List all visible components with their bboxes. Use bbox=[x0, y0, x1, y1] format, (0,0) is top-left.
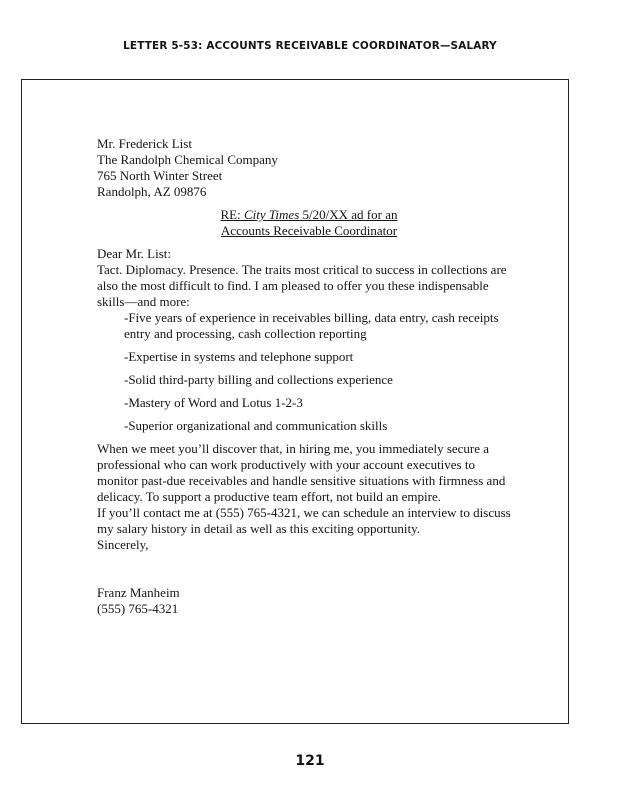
skill-item: -Mastery of Word and Lotus 1-2-3 bbox=[124, 395, 303, 410]
signature-space bbox=[97, 553, 517, 585]
page-number: 121 bbox=[295, 753, 325, 769]
re-publication: City Times bbox=[244, 207, 300, 222]
salutation: Dear Mr. List: bbox=[97, 246, 172, 261]
sign-off: Sincerely, bbox=[97, 537, 149, 552]
recipient-company: The Randolph Chemical Company bbox=[97, 152, 278, 167]
signer-name: Franz Manheim bbox=[97, 585, 180, 600]
body-paragraph: When we meet you’ll discover that, in hiring me, you immediately secure a professional who can work productively with your account executives to monitor past-due receivables and handle sensitive situations with firmness and delicacy. To support a productive team effort, not build an empire. bbox=[97, 441, 506, 504]
skill-item: -Solid third-party billing and collections experience bbox=[124, 372, 393, 387]
recipient-city: Randolph, AZ 09876 bbox=[97, 184, 207, 199]
skill-item: -Five years of experience in receivables billing, data entry, cash receipts entry and processing, cash collection reporting bbox=[124, 310, 499, 341]
re-prefix: RE: bbox=[220, 207, 244, 222]
skill-item: -Expertise in systems and telephone support bbox=[124, 349, 354, 364]
signer-phone: (555) 765-4321 bbox=[97, 601, 179, 616]
intro-paragraph: Tact. Diplomacy. Presence. The traits most critical to success in collections are also the most difficult to find. I am pleased to offer you these indispensable skills—and more: bbox=[97, 262, 507, 309]
skills-list bbox=[124, 310, 517, 434]
letter-content bbox=[97, 136, 517, 617]
re-position: Accounts Receivable Coordinator bbox=[220, 223, 398, 238]
recipient-address bbox=[97, 136, 517, 200]
page-header: LETTER 5-53: ACCOUNTS RECEIVABLE COORDINATOR—SALARY bbox=[123, 40, 497, 52]
re-date-ad: 5/20/XX ad for an bbox=[299, 207, 398, 222]
letter-box bbox=[21, 79, 569, 724]
skill-item: -Superior organizational and communication skills bbox=[124, 418, 388, 433]
closing-paragraph: If you’ll contact me at (555) 765-4321, we can schedule an interview to discuss my salary history in detail as well as this exciting opportunity. bbox=[97, 505, 511, 536]
recipient-street: 765 North Winter Street bbox=[97, 168, 223, 183]
re-line bbox=[97, 207, 517, 239]
recipient-name: Mr. Frederick List bbox=[97, 136, 192, 151]
